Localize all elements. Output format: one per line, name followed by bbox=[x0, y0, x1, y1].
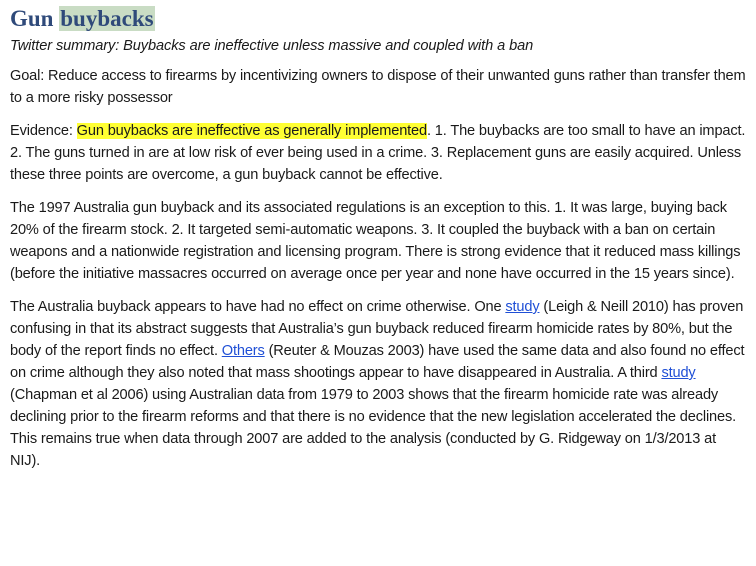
study-link-leigh-neill[interactable]: study bbox=[505, 299, 540, 315]
twitter-summary: Twitter summary: Buybacks are ineffective unless massive and coupled with a ban bbox=[10, 38, 534, 54]
evidence-paragraph bbox=[10, 120, 746, 186]
goal-paragraph: Goal: Reduce access to firearms by incentivizing owners to dispose of their unwanted guns rather than transfer them to a more risky possessor bbox=[10, 68, 746, 106]
crime-text-3: (Reuter & Mouzas 2003) have used the same data and also found no effect on crime although they also noted that mass shootings appear to have disappeared in Australia. A third bbox=[10, 343, 745, 381]
crime-text-4: (Chapman et al 2006) using Australian data from 1979 to 2003 shows that the firearm homicide rate was already declining prior to the firearm reforms and that there is no evidence that the new legislation accelerated the declines. This remains true when data through 2007 are added to the analysis (conducted by G. Ridgeway on 1/3/2013 at NIJ). bbox=[10, 387, 737, 469]
evidence-lead: Evidence: bbox=[10, 123, 77, 139]
title-highlight: buybacks bbox=[60, 6, 154, 31]
others-link-reuter-mouzas[interactable]: Others bbox=[221, 343, 265, 359]
evidence-highlight: Gun buybacks are ineffective as generally implemented bbox=[76, 123, 427, 139]
australia-paragraph: The 1997 Australia gun buyback and its associated regulations is an exception to this. 1. It was large, buying back 20% of the firearm stock. 2. It targeted semi-automatic weapons. 3. It coupled the buyback with a ban on certain weapons and a nationwide registration and licensing program. There is strong evidence that it reduced mass killings (before the initiative massacres occurred on average once per year and none have occurred in the 15 years since). bbox=[10, 200, 741, 282]
title-word: Gun bbox=[10, 6, 60, 31]
crime-text-1: The Australia buyback appears to have had no effect on crime otherwise. One bbox=[10, 299, 506, 315]
crime-paragraph bbox=[10, 296, 746, 472]
evidence-rest: . 1. The buybacks are too small to have an impact. 2. The guns turned in are at low risk of ever being used in a crime. 3. Replacement guns are easily acquired. Unless these three points are overcome, a gun buyback cannot be effective. bbox=[10, 123, 746, 183]
crime-text-2: (Leigh & Neill 2010) has proven confusing in that its abstract suggests that Australia’s gun buyback reduced firearm homicide rates by 80%, but the body of the report finds no effect. bbox=[10, 299, 744, 359]
page-title bbox=[10, 5, 746, 33]
study-link-chapman[interactable]: study bbox=[661, 365, 696, 381]
